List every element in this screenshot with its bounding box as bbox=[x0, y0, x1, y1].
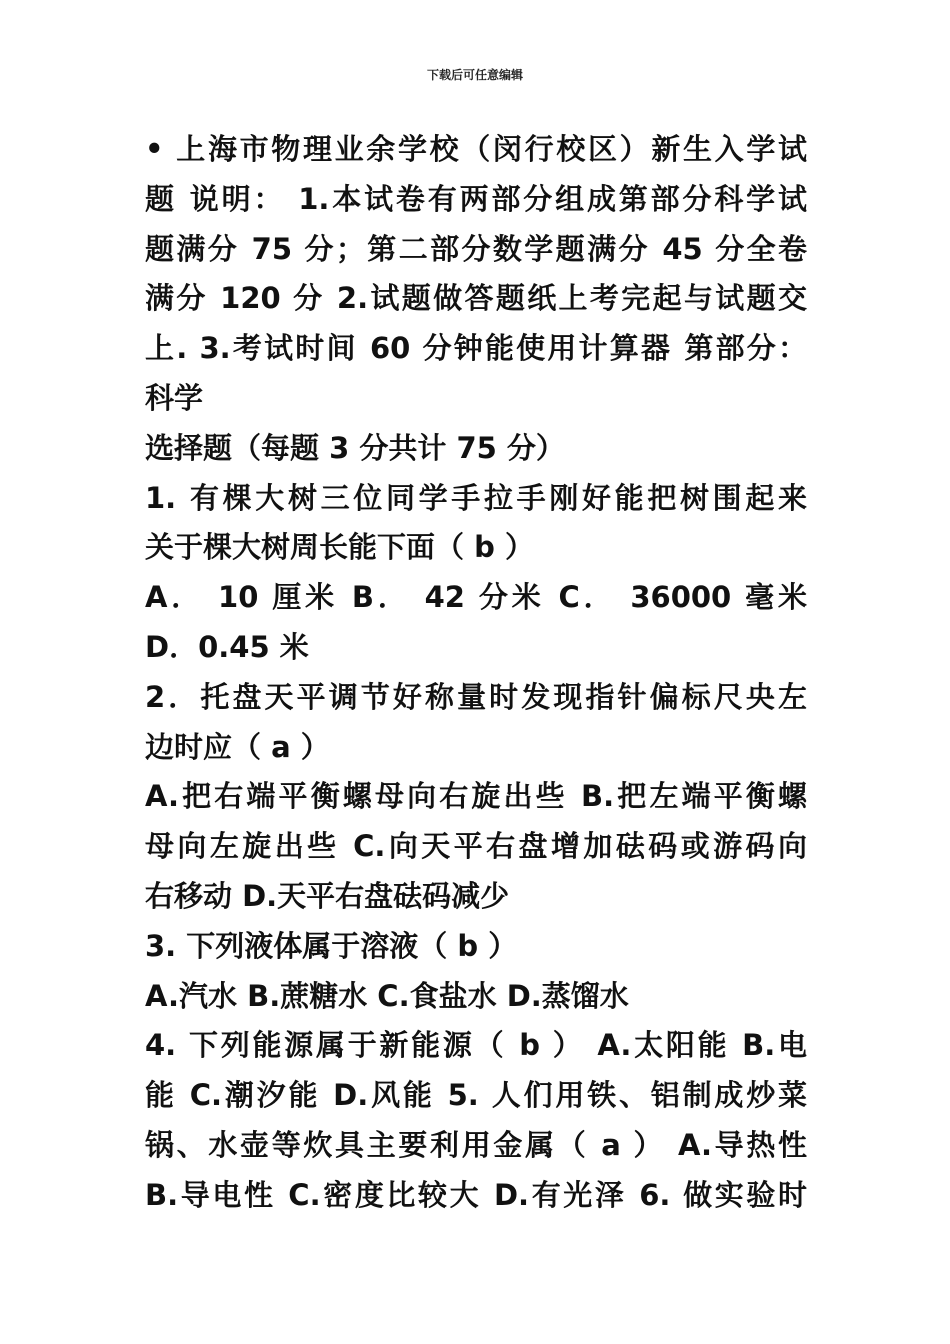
option-line: D．0.45 米 bbox=[145, 629, 309, 664]
question-line: 1. 有棵大树三位同学手拉手刚好能把树围起来 bbox=[145, 480, 807, 515]
question-line: 锅、水壶等炊具主要利用金属（ a ） A.导热性 bbox=[145, 1127, 807, 1162]
option-line: A.汽水 B.蔗糖水 C.食盐水 D.蒸馏水 bbox=[145, 978, 629, 1013]
text-line: • 上海市物理业余学校（闵行校区）新生入学试 bbox=[145, 132, 807, 166]
question-line: 边时应（ a ） bbox=[145, 729, 330, 764]
question-line: 能 C.潮汐能 D.风能 5. 人们用铁、铝制成炒菜 bbox=[145, 1078, 807, 1113]
question-line: 2．托盘天平调节好称量时发现指针偏标尺央左 bbox=[145, 679, 807, 714]
header-note: 下载后可任意编辑 bbox=[426, 68, 523, 82]
document-body bbox=[145, 125, 807, 1221]
section-heading: 选择题（每题 3 分共计 75 分） bbox=[145, 430, 565, 465]
option-line: A． 10 厘米 B． 42 分米 C． 36000 毫米 bbox=[145, 580, 807, 615]
question-line: 3. 下列液体属于溶液（ b ） bbox=[145, 928, 518, 963]
question-line: B.导电性 C.密度比较大 D.有光泽 6. 做实验时 bbox=[145, 1177, 807, 1212]
text-line: 题 说明： 1.本试卷有两部分组成第部分科学试 bbox=[145, 181, 807, 216]
question-line: 关于棵大树周长能下面（ b ） bbox=[145, 530, 534, 565]
text-line: 题满分 75 分；第二部分数学题满分 45 分全卷 bbox=[145, 231, 807, 266]
option-line: A.把右端平衡螺母向右旋出些 B.把左端平衡螺 bbox=[145, 779, 807, 814]
option-line: 右移动 D.天平右盘砝码减少 bbox=[145, 878, 510, 913]
option-line: 母向左旋出些 C.向天平右盘增加砝码或游码向 bbox=[145, 829, 807, 864]
text-line: 上. 3.考试时间 60 分钟能使用计算器 第部分： bbox=[145, 331, 807, 366]
question-line: 4. 下列能源属于新能源（ b ） A.太阳能 B.电 bbox=[145, 1028, 807, 1063]
text-line: 科学 bbox=[145, 380, 204, 415]
text-line: 满分 120 分 2.试题做答题纸上考完起与试题交 bbox=[145, 281, 807, 316]
